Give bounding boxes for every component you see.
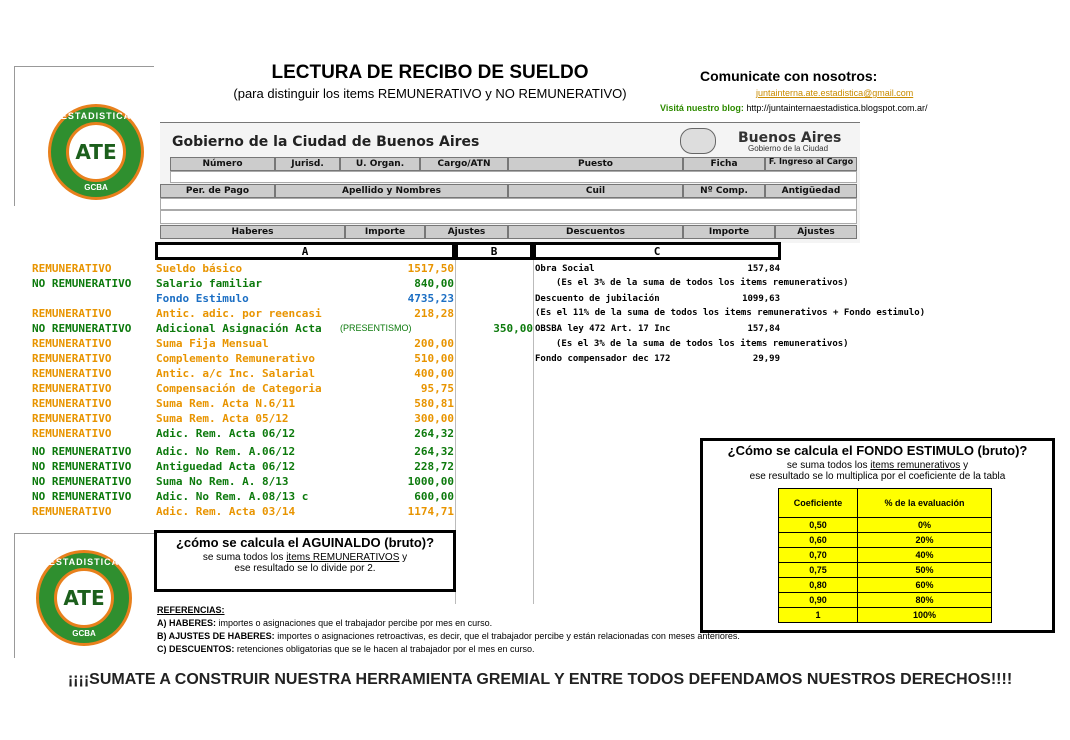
table-cell: 60% [858,578,992,593]
table-header-row [779,489,992,518]
contact-heading: Comunicate con nosotros: [700,68,878,84]
logo-center [54,568,114,628]
item-amount: 218,28 [414,307,454,320]
item-concept: Antiguedad Acta 06/12 [156,460,296,473]
item-type-label: REMUNERATIVO [32,505,112,518]
logo-top-text: ESTADISTICA [60,111,132,121]
reference-a-text: importes o asignaciones que el trabajador percibe por mes en curso. [216,618,493,628]
fondo-line1-post: y [960,460,969,471]
form-header-cell: Importe [683,225,775,239]
item-amount: 4735,23 [407,292,454,305]
table-header: Coeficiente [779,489,858,518]
item-amount: 400,00 [414,367,454,380]
table-cell: 0,75 [779,563,858,578]
item-amount: 228,72 [414,460,454,473]
logo-center-text: ATE [63,586,105,610]
form-header-cell: Nº Comp. [683,184,765,198]
item-type-label: REMUNERATIVO [32,367,112,380]
form-header-cell: Cuil [508,184,683,198]
form-header-cell: Apellido y Nombres [275,184,508,198]
item-amount: 200,00 [414,337,454,350]
fondo-line1-pre: se suma todos los [786,460,871,471]
form-header-cell: Ajustes [425,225,508,239]
table-row [779,518,992,533]
item-type-label: REMUNERATIVO [32,262,112,275]
item-type-label: NO REMUNERATIVO [32,475,132,488]
form-header-cell: Número [170,157,275,171]
table-cell: 0,90 [779,593,858,608]
descuento-note: (Es el 3% de la suma de todos los items remunerativos) [556,278,849,288]
table-cell: 80% [858,593,992,608]
item-amount: 580,81 [414,397,454,410]
page-subtitle: (para distinguir los items REMUNERATIVO y NO REMUNERATIVO) [233,86,627,101]
aguinaldo-title-pre: ¿cómo se calcula el [175,535,302,550]
divider-line [14,66,154,67]
descuento-amount: 157,84 [747,264,780,274]
logo-top-text: ESTADISTICA [48,557,120,567]
table-row [779,533,992,548]
form-header-cell: Descuentos [508,225,683,239]
descuento-concept: Descuento de jubilación [535,294,660,304]
item-amount: 95,75 [420,382,454,395]
item-type-label: REMUNERATIVO [32,397,112,410]
reference-c-label: C) DESCUENTOS: [157,644,235,654]
reference-b-label: B) AJUSTES DE HABERES: [157,631,275,641]
form-header-cell: Haberes [160,225,345,239]
aguinaldo-line1-post: y [399,552,408,563]
form-header-cell: Antigüedad [765,184,857,198]
table-cell: 0% [858,518,992,533]
form-header-cell: Jurisd. [275,157,340,171]
item-type-label: REMUNERATIVO [32,337,112,350]
table-cell: 40% [858,548,992,563]
item-amount: 264,32 [414,445,454,458]
item-type-label: REMUNERATIVO [32,382,112,395]
item-concept: Antic. a/c Inc. Salarial [156,367,315,380]
blog-label: Visitá nuestro blog: [660,103,744,113]
item-amount: 1174,71 [407,505,454,518]
form-header-cell: F. Ingreso al Cargo [765,157,857,171]
fondo-line1 [703,460,1052,471]
item-concept: Compensación de Categoria [156,382,322,395]
form-data-row [170,171,857,183]
aguinaldo-line2: ese resultado se lo divide por 2. [234,563,376,574]
item-type-label: NO REMUNERATIVO [32,322,132,335]
ajuste-amount: 350,00 [493,322,533,335]
item-concept: Salario familiar [156,277,262,290]
table-cell: 0,60 [779,533,858,548]
form-data-row [160,198,857,210]
aguinaldo-title-post: (bruto)? [380,535,435,550]
form-header-cell: Ajustes [775,225,857,239]
item-concept: Suma Rem. Acta N.6/11 [156,397,296,410]
table-cell: 1 [779,608,858,623]
column-a-header: A [155,242,455,260]
item-concept: Adic. Rem. Acta 06/12 [156,427,296,440]
table-header: % de la evaluación [858,489,992,518]
aguinaldo-title-bold: AGUINALDO [301,535,381,550]
fondo-line1-underlined: items remunerativos [870,460,961,471]
item-type-label: NO REMUNERATIVO [32,277,132,290]
aguinaldo-line1-underlined: items REMUNERATIVOS [286,552,400,563]
logo-bottom-text: GCBA [84,183,108,192]
item-amount: 1000,00 [407,475,454,488]
item-type-label: NO REMUNERATIVO [32,460,132,473]
footer-slogan: ¡¡¡¡SUMATE A CONSTRUIR NUESTRA HERRAMIENTA GREMIAL Y ENTRE TODOS DEFENDAMOS NUESTROS DERECHOS!!!! [67,671,1013,688]
descuento-note: (Es el 11% de la suma de todos los items remunerativos + Fondo estimulo) [535,308,926,318]
item-amount: 264,32 [414,427,454,440]
item-concept: Suma Rem. Acta 05/12 [156,412,289,425]
item-type-label: REMUNERATIVO [32,352,112,365]
logo-bottom-text: GCBA [72,629,96,638]
aguinaldo-box [154,530,456,592]
aguinaldo-line1 [157,552,453,563]
form-data-row [160,210,857,224]
aguinaldo-line1-pre: se suma todos los [202,552,287,563]
item-concept: Adic. No Rem. A.08/13 c [156,490,309,503]
descuento-note: (Es el 3% de la suma de todos los items remunerativos) [556,339,849,349]
item-concept: Sueldo básico [156,262,243,275]
form-header-cell: Per. de Pago [160,184,275,198]
coeficiente-table [778,488,992,623]
item-type-label: NO REMUNERATIVO [32,445,132,458]
item-concept: Fondo Estimulo [156,292,249,305]
table-cell: 50% [858,563,992,578]
item-concept: Adic. No Rem. A.06/12 [156,445,296,458]
form-brand: Buenos Aires [738,130,842,146]
item-type-label: REMUNERATIVO [32,307,112,320]
form-brand-sub: Gobierno de la Ciudad [748,144,829,153]
logo-center-text: ATE [75,140,117,164]
table-row [779,578,992,593]
blog-link[interactable]: http://juntainternaestadistica.blogspot.com.ar/ [746,103,928,113]
descuento-amount: 1099,63 [742,294,780,304]
fondo-title: ¿Cómo se calcula el FONDO ESTIMULO (bruto)? [727,443,1028,458]
table-row [779,563,992,578]
reference-a-label: A) HABERES: [157,618,217,628]
divider-line [14,533,154,534]
item-concept: Adicional Asignación Acta [156,322,322,335]
aguinaldo-title [157,535,453,550]
ate-logo [36,550,132,646]
ate-logo [48,104,144,200]
form-header-cell: U. Organ. [340,157,420,171]
item-concept: Adic. Rem. Acta 03/14 [156,505,296,518]
fondo-line2: ese resultado se lo multiplica por el coeficiente de la tabla [749,471,1006,482]
logo-center [66,122,126,182]
reference-c-text: retenciones obligatorias que se le hacen al trabajador por el mes en curso. [234,644,535,654]
reference-a [157,617,740,630]
divider-line [14,66,15,206]
descuento-concept: Fondo compensador dec 172 [535,354,671,364]
item-type-label: REMUNERATIVO [32,427,112,440]
references-heading: REFERENCIAS: [157,605,225,615]
table-cell: 0,80 [779,578,858,593]
table-cell: 0,50 [779,518,858,533]
table-cell: 100% [858,608,992,623]
column-b-header: B [455,242,533,260]
references [157,604,740,656]
city-seal-icon [680,128,716,154]
reference-c [157,643,740,656]
form-title: Gobierno de la Ciudad de Buenos Aires [172,134,480,150]
descuento-amount: 157,84 [747,324,780,334]
form-header-cell: Cargo/ATN [420,157,508,171]
item-concept: Suma Fija Mensual [156,337,269,350]
item-type-label: REMUNERATIVO [32,412,112,425]
descuento-concept: OBSBA ley 472 Art. 17 Inc [535,324,671,334]
divider-line [14,533,15,658]
item-amount: 600,00 [414,490,454,503]
item-type-label: NO REMUNERATIVO [32,490,132,503]
contact-email-link[interactable]: juntainterna.ate.estadistica@gmail.com [756,88,914,98]
form-header-cell: Importe [345,225,425,239]
table-row [779,593,992,608]
form-header-cell: Ficha [683,157,765,171]
item-amount: 510,00 [414,352,454,365]
page-title: LECTURA DE RECIBO DE SUELDO [271,62,589,83]
presentismo-note: (PRESENTISMO) [340,323,412,333]
column-separator [533,258,534,604]
reference-b-text: importes o asignaciones retroactivas, es decir, que el trabajador percibe y están relacionadas con meses anteriores. [274,631,740,641]
table-cell: 20% [858,533,992,548]
item-concept: Suma No Rem. A. 8/13 [156,475,289,488]
contact-blog [660,103,927,113]
table-row [779,548,992,563]
descuento-concept: Obra Social [535,264,595,274]
item-amount: 1517,50 [407,262,454,275]
item-concept: Antic. adic. por reencasi [156,307,322,320]
column-c-header: C [533,242,781,260]
item-amount: 840,00 [414,277,454,290]
item-concept: Complemento Remunerativo [156,352,315,365]
table-cell: 0,70 [779,548,858,563]
descuento-amount: 29,99 [752,354,780,364]
reference-b [157,630,740,643]
form-header-cell: Puesto [508,157,683,171]
item-amount: 300,00 [414,412,454,425]
table-row [779,608,992,623]
